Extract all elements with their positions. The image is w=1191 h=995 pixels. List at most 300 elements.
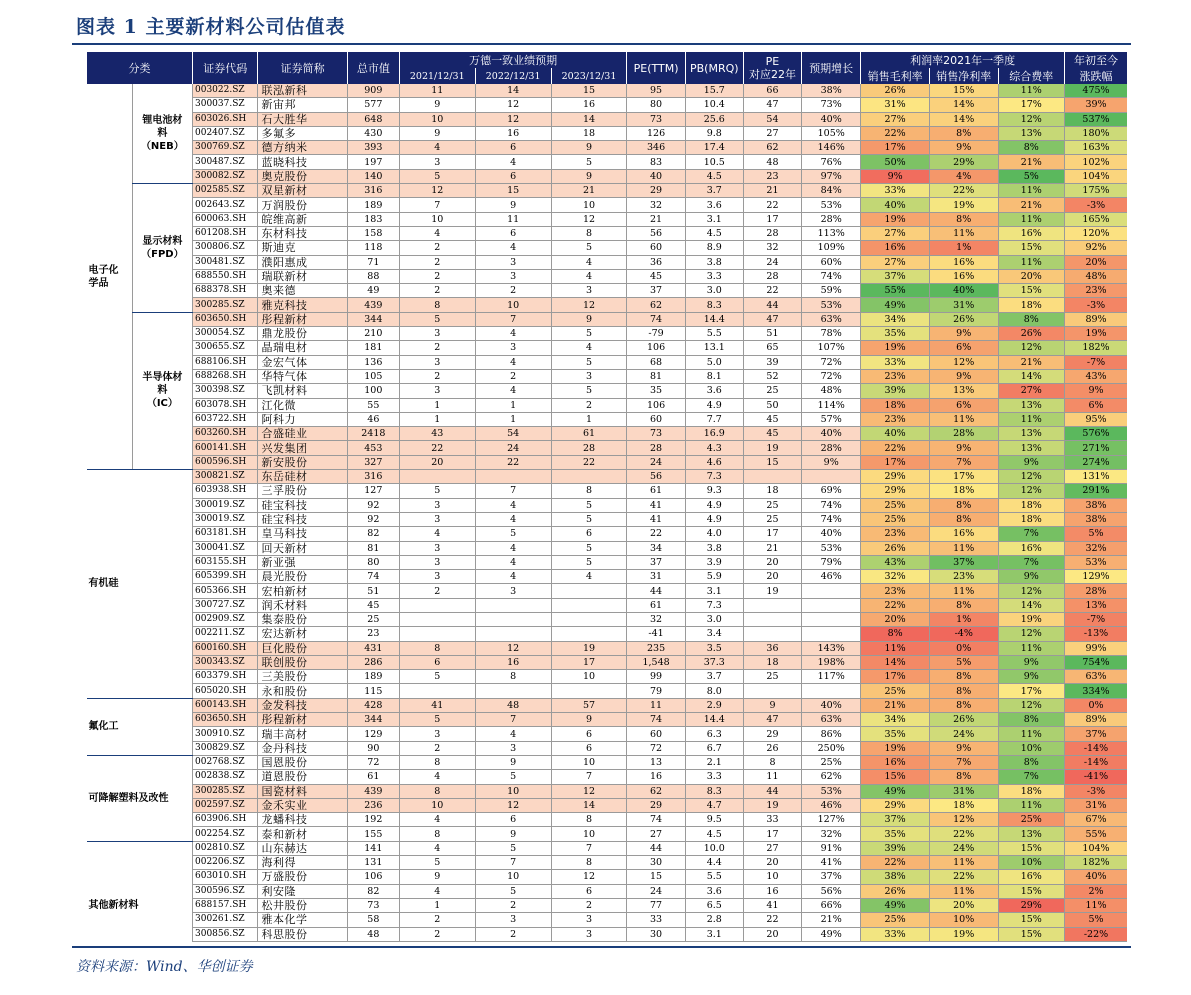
table-row [87, 455, 1128, 469]
pb-mrq-cell: 6.7 [685, 741, 743, 755]
table-row [87, 369, 1128, 383]
ytd-change-cell: 2% [1065, 884, 1127, 898]
net-margin-cell: 26% [929, 713, 998, 727]
ytd-change-cell: 754% [1065, 655, 1127, 669]
gross-margin-cell: 20% [861, 612, 930, 626]
pe-2022-cell: 47 [743, 98, 801, 112]
net-margin-cell: 9% [929, 141, 998, 155]
gross-margin-cell: 50% [861, 155, 930, 169]
pb-mrq-cell: 3.6 [685, 384, 743, 398]
market-cap-cell: 61 [347, 770, 399, 784]
pb-mrq-cell: 3.7 [685, 670, 743, 684]
security-name-cell: 金禾实业 [258, 798, 347, 812]
security-code-cell: 003022.SZ [193, 84, 258, 98]
expected-growth-cell: 146% [802, 141, 861, 155]
eps-2021-cell: 7 [399, 198, 475, 212]
security-name-cell: 松井股份 [258, 898, 347, 912]
eps-2023-cell: 14 [551, 798, 627, 812]
eps-2023-cell: 9 [551, 169, 627, 183]
expected-growth-cell: 38% [802, 84, 861, 98]
pb-mrq-cell: 8.3 [685, 784, 743, 798]
expense-ratio-cell: 15% [998, 884, 1065, 898]
gross-margin-cell: 17% [861, 141, 930, 155]
eps-2022-cell: 4 [475, 384, 551, 398]
pb-mrq-cell [685, 941, 743, 942]
pe-ttm-cell: 30 [627, 927, 685, 941]
ytd-change-cell: 23% [1065, 284, 1127, 298]
pb-mrq-cell: 4.3 [685, 441, 743, 455]
ytd-change-cell: 291% [1065, 484, 1127, 498]
market-cap-cell: 45 [347, 598, 399, 612]
eps-2023-cell: 4 [551, 570, 627, 584]
pb-mrq-cell: 4.5 [685, 226, 743, 240]
header-wind-consensus: 万德一致业绩预期 [399, 52, 627, 68]
pe-2022-cell [743, 612, 801, 626]
eps-2022-cell: 6 [475, 141, 551, 155]
market-cap-cell: 71 [347, 255, 399, 269]
expected-growth-cell: 53% [802, 541, 861, 555]
security-name-cell: 晶瑞电材 [258, 341, 347, 355]
eps-2021-cell: 22 [399, 441, 475, 455]
subcategory-label: 显示材料 （FPD） [132, 184, 192, 313]
header-2021: 2021/12/31 [399, 68, 475, 84]
ytd-change-cell: 537% [1065, 112, 1127, 126]
gross-margin-cell: 27% [861, 226, 930, 240]
pe-2022-cell: 45 [743, 427, 801, 441]
ytd-change-cell: 102% [1065, 155, 1127, 169]
gross-margin-cell: 21% [861, 698, 930, 712]
market-cap-cell: 115 [347, 684, 399, 698]
expected-growth-cell: 198% [802, 655, 861, 669]
pe-ttm-cell: 27 [627, 827, 685, 841]
market-cap-cell: 393 [347, 141, 399, 155]
eps-2022-cell: 4 [475, 155, 551, 169]
security-code-cell: 600143.SH [193, 698, 258, 712]
net-margin-cell: 11% [929, 884, 998, 898]
net-margin-cell: 8% [929, 212, 998, 226]
eps-2022-cell: 6 [475, 169, 551, 183]
pe-ttm-cell: 16 [627, 770, 685, 784]
eps-2021-cell: 9 [399, 126, 475, 140]
eps-2022-cell: 2 [475, 898, 551, 912]
security-name-cell: 新亚强 [258, 555, 347, 569]
pb-mrq-cell: 3.1 [685, 584, 743, 598]
market-cap-cell: 439 [347, 784, 399, 798]
security-name-cell: 瑞联新材 [258, 269, 347, 283]
security-code-cell: 002768.SZ [193, 755, 258, 769]
security-code-cell: 300769.SZ [193, 141, 258, 155]
expected-growth-cell: 40% [802, 698, 861, 712]
expense-ratio-cell: 18% [998, 498, 1065, 512]
security-name-cell: 彤程新材 [258, 312, 347, 326]
ytd-change-cell: 11% [1065, 898, 1127, 912]
eps-2021-cell: 5 [399, 670, 475, 684]
eps-2023-cell: 4 [551, 255, 627, 269]
ytd-change-cell: 28% [1065, 584, 1127, 598]
eps-2023-cell: 6 [551, 527, 627, 541]
eps-2021-cell: 2 [399, 241, 475, 255]
eps-2023-cell [551, 941, 627, 942]
table-row [87, 898, 1128, 912]
figure-title: 图表 1 主要新材料公司估值表 [76, 16, 346, 38]
eps-2022-cell [475, 627, 551, 641]
pb-mrq-cell: 4.6 [685, 455, 743, 469]
gross-margin-cell: 23% [861, 412, 930, 426]
ytd-change-cell: 104% [1065, 169, 1127, 183]
pb-mrq-cell: 4.4 [685, 856, 743, 870]
table-row [87, 612, 1128, 626]
ytd-change-cell: 92% [1065, 241, 1127, 255]
market-cap-cell: 118 [347, 241, 399, 255]
security-code-cell: 600596.SH [193, 455, 258, 469]
security-code-cell: 300285.SZ [193, 298, 258, 312]
security-code-cell: 605399.SH [193, 570, 258, 584]
expense-ratio-cell: 14% [998, 369, 1065, 383]
ytd-change-cell: 182% [1065, 856, 1127, 870]
table-row [87, 226, 1128, 240]
pe-2022-cell: 54 [743, 112, 801, 126]
security-name-cell: 硅宝科技 [258, 512, 347, 526]
ytd-change-cell: 13% [1065, 598, 1127, 612]
eps-2021-cell: 10 [399, 212, 475, 226]
pb-mrq-cell: 10.5 [685, 155, 743, 169]
eps-2021-cell: 2 [399, 741, 475, 755]
market-cap-cell: 25 [347, 612, 399, 626]
eps-2023-cell: 10 [551, 827, 627, 841]
security-code-cell: 688157.SH [193, 898, 258, 912]
pe-ttm-cell: 61 [627, 484, 685, 498]
ytd-change-cell: 38% [1065, 512, 1127, 526]
eps-2022-cell: 6 [475, 813, 551, 827]
market-cap-cell: 189 [347, 198, 399, 212]
pb-mrq-cell: 25.6 [685, 112, 743, 126]
market-cap-cell [347, 941, 399, 942]
expected-growth-cell: 91% [802, 841, 861, 855]
expense-ratio-cell: 21% [998, 198, 1065, 212]
pe-ttm-cell: 346 [627, 141, 685, 155]
expense-ratio-cell: 12% [998, 698, 1065, 712]
eps-2023-cell: 3 [551, 284, 627, 298]
net-margin-cell: 8% [929, 126, 998, 140]
eps-2022-cell: 5 [475, 770, 551, 784]
security-code-cell: 300037.SZ [193, 98, 258, 112]
expense-ratio-cell: 11% [998, 212, 1065, 226]
table-row [87, 798, 1128, 812]
eps-2021-cell: 11 [399, 84, 475, 98]
gross-margin-cell: 9% [861, 169, 930, 183]
net-margin-cell: 37% [929, 555, 998, 569]
net-margin-cell: 11% [929, 226, 998, 240]
pe-ttm-cell: 56 [627, 470, 685, 484]
pe-2022-cell: 16 [743, 884, 801, 898]
eps-2023-cell: 18 [551, 126, 627, 140]
pe-2022-cell: 28 [743, 226, 801, 240]
security-code-cell: 603650.SH [193, 713, 258, 727]
pe-ttm-cell: 45 [627, 269, 685, 283]
net-margin-cell: 28% [929, 427, 998, 441]
eps-2021-cell: 5 [399, 713, 475, 727]
pe-2022-cell: 15 [743, 455, 801, 469]
expense-ratio-cell: 11% [998, 84, 1065, 98]
eps-2023-cell: 15 [551, 84, 627, 98]
eps-2023-cell: 12 [551, 870, 627, 884]
pe-2022-cell [743, 684, 801, 698]
header-2023: 2023/12/31 [551, 68, 627, 84]
net-margin-cell: 8% [929, 512, 998, 526]
net-margin-cell: 14% [929, 98, 998, 112]
pe-2022-cell: 17 [743, 212, 801, 226]
gross-margin-cell: 55% [861, 284, 930, 298]
expected-growth-cell: 76% [802, 155, 861, 169]
ytd-change-cell: 67% [1065, 813, 1127, 827]
eps-2022-cell [475, 598, 551, 612]
net-margin-cell: 8% [929, 598, 998, 612]
pe-2022-cell: 33 [743, 813, 801, 827]
pe-2022-cell: 41 [743, 898, 801, 912]
eps-2022-cell: 10 [475, 298, 551, 312]
market-cap-cell: 136 [347, 355, 399, 369]
pe-ttm-cell: 36 [627, 255, 685, 269]
subcategory-label: 半导体材 料 （IC） [132, 312, 192, 469]
security-name-cell: 皇马科技 [258, 527, 347, 541]
pe-ttm-cell: 106 [627, 341, 685, 355]
gross-margin-cell: 34% [861, 713, 930, 727]
pe-ttm-cell: 33 [627, 913, 685, 927]
table-row [87, 98, 1128, 112]
net-margin-cell: 8% [929, 698, 998, 712]
gross-margin-cell: 25% [861, 913, 930, 927]
security-name-cell: 三孚股份 [258, 484, 347, 498]
ytd-change-cell: -7% [1065, 355, 1127, 369]
pb-mrq-cell: 4.9 [685, 512, 743, 526]
pe-2022-cell: 52 [743, 369, 801, 383]
pe-ttm-cell: 95 [627, 84, 685, 98]
gross-margin-cell: 17% [861, 455, 930, 469]
subcategory-label: 锂电池材 料 （NEB） [132, 84, 192, 184]
expense-ratio-cell: 15% [998, 284, 1065, 298]
eps-2021-cell: 3 [399, 555, 475, 569]
security-name-cell: 宏柏新材 [258, 584, 347, 598]
ytd-change-cell: -3% [1065, 198, 1127, 212]
ytd-change-cell: 20% [1065, 255, 1127, 269]
eps-2021-cell: 3 [399, 327, 475, 341]
expected-growth-cell: 25% [802, 755, 861, 769]
eps-2022-cell: 3 [475, 584, 551, 598]
expected-growth-cell: 40% [802, 427, 861, 441]
gross-margin-cell: 8% [861, 627, 930, 641]
eps-2023-cell: 10 [551, 755, 627, 769]
expected-growth-cell: 105% [802, 126, 861, 140]
expected-growth-cell: 63% [802, 713, 861, 727]
pe-ttm-cell: 74 [627, 813, 685, 827]
table-row [87, 341, 1128, 355]
net-margin-cell: 24% [929, 841, 998, 855]
net-margin-cell: 26% [929, 312, 998, 326]
eps-2023-cell [551, 584, 627, 598]
eps-2021-cell: 2 [399, 584, 475, 598]
net-margin-cell: 24% [929, 727, 998, 741]
table-row [87, 298, 1128, 312]
eps-2022-cell: 2 [475, 284, 551, 298]
gross-margin-cell: 49% [861, 898, 930, 912]
security-name-cell: 金发科技 [258, 698, 347, 712]
eps-2021-cell: 3 [399, 727, 475, 741]
pb-mrq-cell: 3.0 [685, 284, 743, 298]
pe-ttm-cell: 29 [627, 184, 685, 198]
expense-ratio-cell: 13% [998, 427, 1065, 441]
net-margin-cell: 11% [929, 856, 998, 870]
pb-mrq-cell: 9.3 [685, 484, 743, 498]
security-code-cell: 002206.SZ [193, 856, 258, 870]
expected-growth-cell: 40% [802, 527, 861, 541]
pe-2022-cell: 22 [743, 913, 801, 927]
gross-margin-cell: 49% [861, 298, 930, 312]
pe-2022-cell: 50 [743, 398, 801, 412]
security-name-cell: 回天新材 [258, 541, 347, 555]
security-code-cell: 002585.SZ [193, 184, 258, 198]
eps-2021-cell: 8 [399, 827, 475, 841]
expected-growth-cell: 59% [802, 284, 861, 298]
net-margin-cell: 8% [929, 498, 998, 512]
eps-2022-cell [475, 684, 551, 698]
net-margin-cell: 1% [929, 612, 998, 626]
security-code-cell: 300019.SZ [193, 498, 258, 512]
security-name-cell: 新宙邦 [258, 98, 347, 112]
pe-2022-cell: 25 [743, 384, 801, 398]
ytd-change-cell: 39% [1065, 98, 1127, 112]
ytd-change-cell: 48% [1065, 269, 1127, 283]
pe-ttm-cell: 41 [627, 498, 685, 512]
pe-ttm-cell: 68 [627, 355, 685, 369]
net-margin-cell: 7% [929, 755, 998, 769]
eps-2022-cell: 4 [475, 241, 551, 255]
eps-2022-cell: 6 [475, 226, 551, 240]
eps-2022-cell: 14 [475, 84, 551, 98]
security-name-cell: 联泓新科 [258, 84, 347, 98]
eps-2021-cell: 20 [399, 455, 475, 469]
valuation-table-container [86, 52, 1127, 942]
pe-2022-cell [743, 627, 801, 641]
eps-2023-cell: 5 [551, 555, 627, 569]
net-margin-cell: 19% [929, 927, 998, 941]
eps-2023-cell: 12 [551, 212, 627, 226]
pe-ttm-cell: 80 [627, 98, 685, 112]
table-row [87, 941, 1128, 942]
gross-margin-cell: 22% [861, 598, 930, 612]
pe-2022-cell: 66 [743, 84, 801, 98]
eps-2021-cell: 9 [399, 98, 475, 112]
expected-growth-cell: 127% [802, 813, 861, 827]
ytd-change-cell: 104% [1065, 841, 1127, 855]
pe-ttm-cell: 60 [627, 727, 685, 741]
ytd-change-cell: 63% [1065, 670, 1127, 684]
eps-2021-cell: 5 [399, 312, 475, 326]
expense-ratio-cell: 26% [998, 327, 1065, 341]
net-margin-cell: 22% [929, 870, 998, 884]
eps-2023-cell: 5 [551, 498, 627, 512]
security-code-cell: 600141.SH [193, 441, 258, 455]
eps-2022-cell: 11 [475, 212, 551, 226]
market-cap-cell: 140 [347, 169, 399, 183]
pe-2022-cell: 22 [743, 284, 801, 298]
header-pb-mrq: PB(MRQ) [685, 52, 743, 84]
eps-2023-cell: 10 [551, 198, 627, 212]
eps-2022-cell: 3 [475, 255, 551, 269]
security-code-cell: 300829.SZ [193, 741, 258, 755]
eps-2021-cell: 5 [399, 856, 475, 870]
expected-growth-cell: 32% [802, 827, 861, 841]
eps-2021-cell: 1 [399, 398, 475, 412]
eps-2023-cell [551, 470, 627, 484]
market-cap-cell: 106 [347, 870, 399, 884]
security-code-cell: 688378.SH [193, 284, 258, 298]
ytd-change-cell: 19% [1065, 327, 1127, 341]
net-margin-cell: 20% [929, 898, 998, 912]
pe-2022-cell: 27 [743, 126, 801, 140]
ytd-change-cell: 38% [1065, 498, 1127, 512]
eps-2022-cell: 2 [475, 369, 551, 383]
eps-2021-cell: 4 [399, 226, 475, 240]
market-cap-cell: 46 [347, 412, 399, 426]
market-cap-cell: 210 [347, 327, 399, 341]
ytd-change-cell: 165% [1065, 212, 1127, 226]
pe-ttm-cell: 41 [627, 512, 685, 526]
expected-growth-cell [802, 627, 861, 641]
gross-margin-cell: 32% [861, 570, 930, 584]
net-margin-cell: 8% [929, 770, 998, 784]
eps-2023-cell: 16 [551, 98, 627, 112]
gross-margin-cell: 17% [861, 670, 930, 684]
eps-2023-cell: 5 [551, 355, 627, 369]
net-margin-cell: 11% [929, 412, 998, 426]
bottom-rule [72, 946, 1131, 948]
gross-margin-cell: 33% [861, 355, 930, 369]
pe-ttm-cell: 235 [627, 641, 685, 655]
eps-2021-cell: 6 [399, 655, 475, 669]
pb-mrq-cell: 4.9 [685, 398, 743, 412]
pe-ttm-cell: 37 [627, 284, 685, 298]
gross-margin-cell: 40% [861, 198, 930, 212]
security-code-cell: 002838.SZ [193, 770, 258, 784]
security-name-cell: 蓝晓科技 [258, 155, 347, 169]
expense-ratio-cell: 13% [998, 827, 1065, 841]
eps-2021-cell: 4 [399, 813, 475, 827]
pb-mrq-cell: 14.4 [685, 312, 743, 326]
eps-2022-cell: 9 [475, 198, 551, 212]
expense-ratio-cell [998, 941, 1065, 942]
ytd-change-cell: 576% [1065, 427, 1127, 441]
table-row [87, 169, 1128, 183]
net-margin-cell: 0% [929, 641, 998, 655]
pe-ttm-cell: 77 [627, 898, 685, 912]
gross-margin-cell: 27% [861, 112, 930, 126]
net-margin-cell: 22% [929, 827, 998, 841]
pe-2022-cell: 10 [743, 870, 801, 884]
security-code-cell: 600160.SH [193, 641, 258, 655]
security-name-cell: 道恩股份 [258, 770, 347, 784]
gross-margin-cell: 22% [861, 441, 930, 455]
eps-2021-cell: 8 [399, 641, 475, 655]
ytd-change-cell: -14% [1065, 755, 1127, 769]
market-cap-cell: 131 [347, 856, 399, 870]
expected-growth-cell: 60% [802, 255, 861, 269]
net-margin-cell: 1% [929, 241, 998, 255]
security-code-cell: 300821.SZ [193, 470, 258, 484]
header-net-margin: 销售净利率 [929, 68, 998, 84]
table-row [87, 198, 1128, 212]
expected-growth-cell [802, 612, 861, 626]
header-2022: 2022/12/31 [475, 68, 551, 84]
